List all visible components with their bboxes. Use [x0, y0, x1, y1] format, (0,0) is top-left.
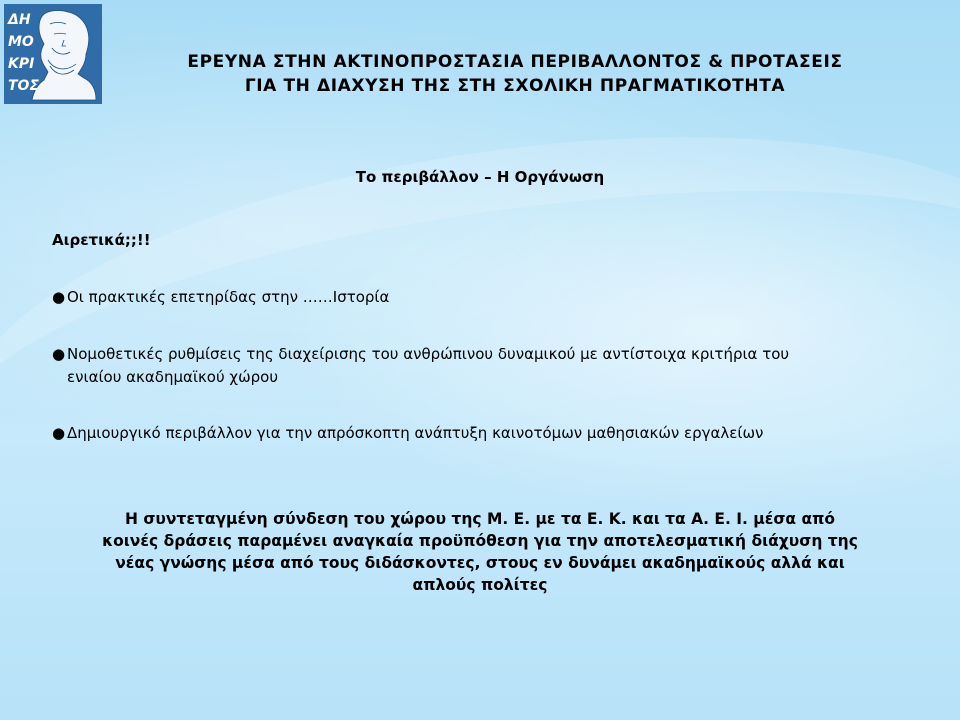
bullet-item — [52, 422, 932, 445]
democritus-logo — [4, 4, 102, 104]
bullet-item — [52, 286, 932, 309]
closing-line-3: νέας γνώσης μέσα από τους διδάσκοντες, στους εν δυνάμει ακαδημαϊκούς αλλά και — [115, 554, 845, 572]
bullet-icon: ● — [52, 288, 66, 306]
slide-subtitle: Το περιβάλλον – Η Οργάνωση — [355, 168, 605, 186]
slide-header — [115, 50, 915, 98]
svg-text:ΚΡΙ: ΚΡΙ — [8, 56, 35, 72]
democritus-bust-logo-icon — [4, 4, 102, 104]
closing-statement — [60, 508, 900, 596]
header-line-2: ΓΙΑ ΤΗ ΔΙΑΧΥΣΗ ΤΗΣ ΣΤΗ ΣΧΟΛΙΚΗ ΠΡΑΓΜΑΤΙΚΟΤΗΤΑ — [244, 76, 786, 96]
bullet-icon: ● — [52, 345, 66, 363]
closing-line-4: απλούς πολίτες — [412, 576, 548, 594]
bullet-text-continuation: ενιαίου ακαδημαϊκού χώρου — [67, 368, 279, 386]
svg-text:ΤΟΣ: ΤΟΣ — [8, 78, 40, 94]
svg-text:ΜΟ: ΜΟ — [8, 34, 34, 50]
closing-line-1: Η συντεταγμένη σύνδεση του χώρου της Μ. Ε. με τα Ε. Κ. και τα Α. Ε. Ι. μέσα από — [124, 510, 836, 528]
svg-text:ΔΗ: ΔΗ — [8, 12, 31, 28]
bullet-text: Δημιουργικό περιβάλλον για την απρόσκοπτη ανάπτυξη καινοτόμων μαθησιακών εργαλείων — [67, 424, 764, 442]
bullet-icon: ● — [52, 424, 66, 442]
bullet-text: Νομοθετικές ρυθμίσεις της διαχείρισης του ανθρώπινου δυναμικού με αντίστοιχα κριτήρια του — [67, 345, 790, 363]
header-line-1: ΕΡΕΥΝΑ ΣΤΗΝ ΑΚΤΙΝΟΠΡΟΣΤΑΣΙΑ ΠΕΡΙΒΑΛΛΟΝΤΟΣ & ΠΡΟΤΑΣΕΙΣ — [187, 52, 843, 72]
bullet-item — [52, 343, 932, 389]
closing-line-2: κοινές δράσεις παραμένει αναγκαία προϋπόθεση για την αποτελεσματική διάχυση της — [102, 532, 858, 550]
section-title: Αιρετικά;;!! — [52, 231, 151, 249]
bullet-text: Οι πρακτικές επετηρίδας στην ……Ιστορία — [67, 288, 390, 306]
